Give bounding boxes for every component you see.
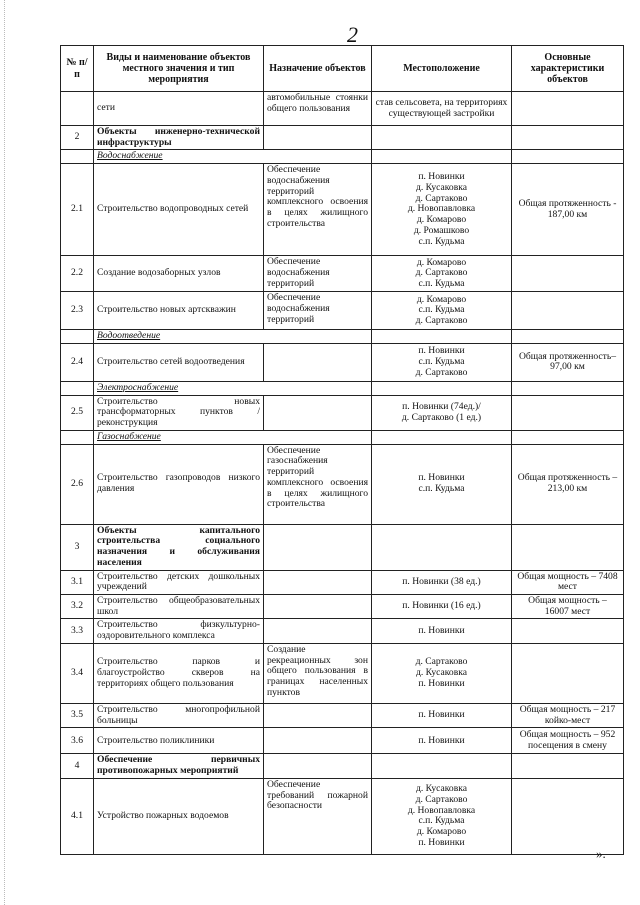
row-num-cell [61,150,94,164]
table-row [61,126,624,150]
header-num: № п/п [61,46,94,92]
row-number: 3.6 [61,728,94,754]
object-location: п. Новинки (16 ед.) [372,595,512,619]
row-number: 2.6 [61,444,94,524]
object-characteristics [512,92,624,126]
empty-cell [512,754,624,778]
object-name: Строительство газопроводов низкого давления [94,444,264,524]
object-name: сети [94,92,264,126]
table-row [61,256,624,292]
table-row [61,524,624,570]
empty-cell [512,524,624,570]
object-name: Строительство водопроводных сетей [94,164,264,256]
object-purpose [264,728,372,754]
object-characteristics [512,395,624,430]
object-purpose [264,703,372,727]
table-row [61,570,624,594]
object-name: Строительство детских дошкольных учреждений [94,570,264,594]
header-name: Виды и наименование объектов местного значения и тип мероприятия [94,46,264,92]
object-location: п. Новинки с.п. Кудьма д. Сартаково [372,343,512,381]
table-row [61,595,624,619]
header-purpose: Назначение объектов [264,46,372,92]
empty-cell [372,150,512,164]
closing-quote: ». [596,846,606,861]
object-location: п. Новинки (38 ед.) [372,570,512,594]
empty-cell [264,330,372,344]
object-characteristics [512,292,624,330]
table-row [61,643,624,703]
empty-cell [264,150,372,164]
row-number: 2.3 [61,292,94,330]
table-row [61,343,624,381]
row-num-cell [61,430,94,444]
object-name: Строительство новых артскважин [94,292,264,330]
empty-cell [512,330,624,344]
object-characteristics: Общая протяженность – 213,00 км [512,444,624,524]
empty-cell [512,126,624,150]
row-number: 2.5 [61,395,94,430]
subsection-title: Газоснабжение [94,430,264,444]
empty-cell [264,381,372,395]
section-number: 3 [61,524,94,570]
object-location: д. Комарово д. Сартаково с.п. Кудьма [372,256,512,292]
margin-line [4,0,6,905]
object-location: д. Кусаковка д. Сартаково д. Новопавловка с.п. Кудьма д. Комарово п. Новинки [372,778,512,854]
row-num-cell [61,381,94,395]
empty-cell [264,524,372,570]
object-characteristics: Общая протяженность– 97,00 км [512,343,624,381]
subsection-title: Водоотведение [94,330,264,344]
table-row [61,619,624,643]
object-characteristics [512,778,624,854]
object-name: Устройство пожарных водоемов [94,778,264,854]
object-characteristics [512,619,624,643]
empty-cell [264,430,372,444]
object-purpose: Обеспечение водоснабжения территорий комплексного освоения в целях жилищного строительства [264,164,372,256]
object-characteristics: Общая мощность – 16007 мест [512,595,624,619]
row-number: 4.1 [61,778,94,854]
object-purpose: Создание рекреационных зон общего пользования в границах населенных пунктов [264,643,372,703]
object-purpose [264,343,372,381]
table-row [61,703,624,727]
table-row [61,728,624,754]
empty-cell [372,524,512,570]
table-row [61,778,624,854]
object-purpose: Обеспечение водоснабжения территорий [264,292,372,330]
object-name: Строительство парков и благоустройство скверов на территориях общего пользования [94,643,264,703]
empty-cell [372,330,512,344]
object-name: Строительство поликлиники [94,728,264,754]
table-row [61,444,624,524]
object-location: став сельсовета, на территориях существующей застройки [372,92,512,126]
object-purpose [264,619,372,643]
table-row [61,150,624,164]
object-characteristics: Общая протяженность - 187,00 км [512,164,624,256]
objects-table [60,45,624,855]
header-location: Местоположение [372,46,512,92]
object-location: п. Новинки д. Кусаковка д. Сартаково д. Новопавловка д. Комарово д. Ромашково с.п. Кудьма [372,164,512,256]
object-location: д. Сартаково д. Кусаковка п. Новинки [372,643,512,703]
object-purpose [264,595,372,619]
object-name: Строительство сетей водоотведения [94,343,264,381]
object-name: Создание водозаборных узлов [94,256,264,292]
object-characteristics: Общая мощность – 7408 мест [512,570,624,594]
table-row [61,292,624,330]
object-purpose [264,570,372,594]
row-number: 3.5 [61,703,94,727]
object-location: п. Новинки [372,728,512,754]
row-number: 3.1 [61,570,94,594]
object-name: Строительство многопрофильной больницы [94,703,264,727]
section-title: Объекты инженерно-технической инфраструктуры [94,126,264,150]
subsection-title: Электроснабжение [94,381,264,395]
empty-cell [264,126,372,150]
empty-cell [512,150,624,164]
empty-cell [372,381,512,395]
section-number: 4 [61,754,94,778]
empty-cell [264,754,372,778]
empty-cell [372,754,512,778]
object-purpose: Обеспечение требований пожарной безопасности [264,778,372,854]
table-row [61,164,624,256]
object-location: д. Комарово с.п. Кудьма д. Сартаково [372,292,512,330]
object-location: п. Новинки (74ед.)/ д. Сартаково (1 ед.) [372,395,512,430]
row-number [61,92,94,126]
object-characteristics: Общая мощность – 217 койко-мест [512,703,624,727]
empty-cell [512,381,624,395]
object-purpose: Обеспечение газоснабжения территорий комплексного освоения в целях жилищного строительства [264,444,372,524]
table-row [61,430,624,444]
row-number: 2.2 [61,256,94,292]
object-purpose [264,395,372,430]
row-number: 3.4 [61,643,94,703]
object-name: Строительство новых трансформаторных пунктов / реконструкция [94,395,264,430]
object-characteristics: Общая мощность – 952 посещения в смену [512,728,624,754]
row-number: 3.3 [61,619,94,643]
empty-cell [372,430,512,444]
row-number: 3.2 [61,595,94,619]
object-name: Строительство общеобразовательных школ [94,595,264,619]
table-row [61,754,624,778]
object-purpose: Обеспечение водоснабжения территорий [264,256,372,292]
object-location: п. Новинки с.п. Кудьма [372,444,512,524]
header-characteristics: Основные характеристики объектов [512,46,624,92]
row-num-cell [61,330,94,344]
table-row [61,92,624,126]
section-title: Обеспечение первичных противопожарных мероприятий [94,754,264,778]
object-characteristics [512,256,624,292]
table-row [61,395,624,430]
empty-cell [372,126,512,150]
page-number: 2 [347,22,358,47]
object-purpose: автомобильные стоянки общего пользования [264,92,372,126]
empty-cell [512,430,624,444]
object-location: п. Новинки [372,703,512,727]
object-location: п. Новинки [372,619,512,643]
row-number: 2.4 [61,343,94,381]
table-row [61,381,624,395]
row-number: 2.1 [61,164,94,256]
table-row [61,330,624,344]
subsection-title: Водоснабжение [94,150,264,164]
object-name: Строительство физкультурно-оздоровительного комплекса [94,619,264,643]
section-title: Объекты капитального строительства социального назначения и обслуживания населения [94,524,264,570]
object-characteristics [512,643,624,703]
section-number: 2 [61,126,94,150]
